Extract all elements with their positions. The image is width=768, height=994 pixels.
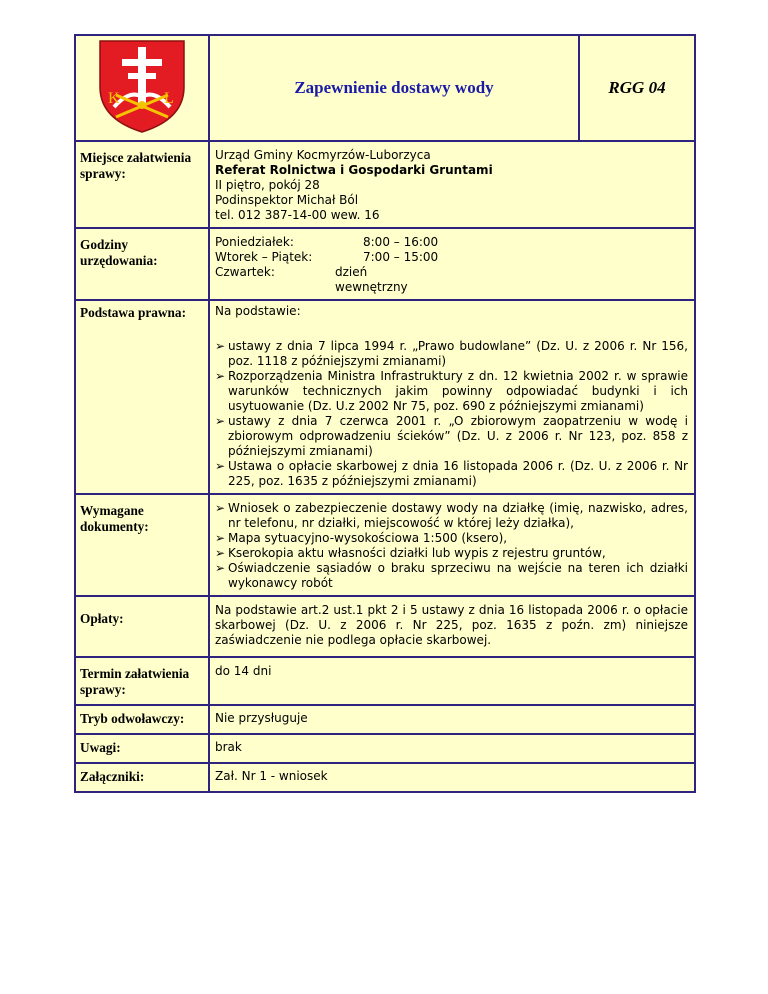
arrow-bullet-icon: ➢	[215, 459, 226, 473]
label-place: Miejsce załatwienia sprawy:	[75, 141, 209, 228]
document-title: Zapewnienie dostawy wody	[209, 35, 579, 141]
value-attachments: Zał. Nr 1 - wniosek	[209, 763, 695, 792]
row-legal-list	[75, 325, 695, 494]
row-appeal	[75, 705, 695, 734]
list-item: ➢ Wniosek o zabezpieczenie dostawy wody na działkę (imię, nazwisko, adres, nr telefonu, nr działki, miejscowość w której leży działka),	[215, 501, 688, 530]
document-code: RGG 04	[579, 35, 695, 141]
value-deadline: do 14 dni	[209, 657, 695, 705]
label-documents: Wymagane dokumenty:	[75, 494, 209, 596]
arrow-bullet-icon: ➢	[215, 339, 226, 353]
label-legal: Podstawa prawna:	[75, 300, 209, 325]
logo-cell	[75, 35, 209, 141]
row-deadline	[75, 657, 695, 705]
list-item: ➢ ustawy z dnia 7 lipca 1994 r. „Prawo budowlane” (Dz. U. z 2006 r. Nr 156, poz. 1118 z późniejszymi zmianami)	[215, 339, 688, 368]
row-fees	[75, 596, 695, 657]
arrow-bullet-icon: ➢	[215, 414, 226, 428]
place-line-person: Podinspektor Michał Ból	[215, 193, 359, 207]
place-line-office: Urząd Gminy Kocmyrzów-Luborzyca	[215, 148, 431, 162]
label-attachments: Załączniki:	[75, 763, 209, 792]
arrow-bullet-icon: ➢	[215, 501, 226, 515]
hours-time: 7:00 – 15:00	[363, 250, 439, 264]
row-legal-intro	[75, 300, 695, 325]
list-item: ➢ Rozporządzenia Ministra Infrastruktury z dn. 12 kwietnia 2002 r. w sprawie warunków technicznych jakim powinny odpowiadać budynki i ich usytuowanie (Dz. U.z 2002 Nr 75, poz. 690 z późniejszymi zmianami)	[215, 369, 688, 413]
list-item: ➢ Kserokopia aktu własności działki lub wypis z rejestru gruntów,	[215, 546, 606, 560]
row-place	[75, 141, 695, 228]
label-legal-spacer	[75, 325, 209, 494]
label-notes: Uwagi:	[75, 734, 209, 763]
value-legal	[209, 325, 695, 494]
place-line-floor: II piętro, pokój 28	[215, 178, 320, 192]
header-row	[75, 35, 695, 141]
hours-day: Czwartek:	[215, 265, 275, 279]
logo-letter-k: K	[108, 89, 120, 107]
legal-intro: Na podstawie:	[209, 300, 695, 325]
label-hours: Godziny urzędowania:	[75, 228, 209, 300]
arrow-bullet-icon: ➢	[215, 531, 226, 545]
value-fees: Na podstawie art.2 ust.1 pkt 2 i 5 ustawy z dnia 16 listopada 2006 r. o opłacie skarbowej (Dz. U. z 2006 r. Nr 225, poz. 1635 z poźn. zm) niniejsze zaświadczenie nie podlega opłacie skarbowej.	[209, 596, 695, 657]
label-deadline: Termin załatwienia sprawy:	[75, 657, 209, 705]
list-item: ➢ Mapa sytuacyjno-wysokościowa 1:500 (ksero),	[215, 531, 508, 545]
document-page	[74, 34, 696, 793]
value-documents	[209, 494, 695, 596]
row-attachments	[75, 763, 695, 792]
place-line-phone: tel. 012 387-14-00 wew. 16	[215, 208, 380, 222]
place-line-department: Referat Rolnictwa i Gospodarki Gruntami	[215, 163, 493, 177]
value-appeal: Nie przysługuje	[209, 705, 695, 734]
coat-of-arms-logo	[92, 37, 192, 135]
value-place	[209, 141, 695, 228]
list-item: ➢ Oświadczenie sąsiadów o braku sprzeciwu na wejście na teren ich działki wykonawcy robót	[215, 561, 688, 590]
row-documents	[75, 494, 695, 596]
arrow-bullet-icon: ➢	[215, 546, 226, 560]
logo-letter-l: L	[164, 89, 174, 107]
row-hours	[75, 228, 695, 300]
arrow-bullet-icon: ➢	[215, 561, 226, 575]
info-card	[74, 34, 696, 793]
hours-day: Poniedziałek:	[215, 235, 294, 249]
row-notes	[75, 734, 695, 763]
value-hours	[209, 228, 695, 300]
label-fees: Opłaty:	[75, 596, 209, 657]
list-item: ➢ Ustawa o opłacie skarbowej z dnia 16 listopada 2006 r. (Dz. U. z 2006 r. Nr 225, poz. 1635 z późniejszymi zmianami)	[215, 459, 688, 488]
label-appeal: Tryb odwoławczy:	[75, 705, 209, 734]
arrow-bullet-icon: ➢	[215, 369, 226, 383]
value-notes: brak	[209, 734, 695, 763]
hours-day: Wtorek – Piątek:	[215, 250, 313, 264]
hours-time: dzień wewnętrzny	[335, 265, 408, 294]
hours-time: 8:00 – 16:00	[363, 235, 439, 249]
list-item: ➢ ustawy z dnia 7 czerwca 2001 r. „O zbiorowym zaopatrzeniu w wodę i zbiorowym odprowadzeniu ścieków” (Dz. U. z 2006 r. Nr 123, poz. 858 z późniejszymi zmianami)	[215, 414, 688, 458]
